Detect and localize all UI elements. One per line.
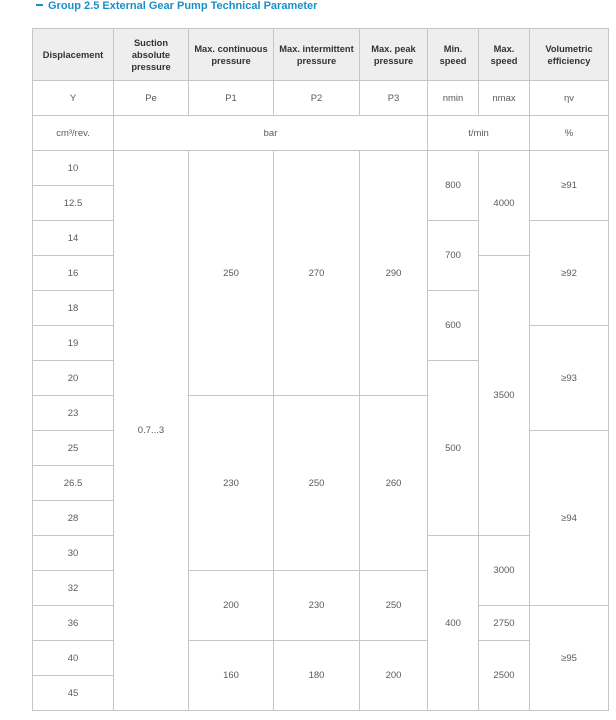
displacement-cell: 18 bbox=[33, 291, 114, 326]
max-speed-cell: 2750 bbox=[479, 606, 530, 641]
displacement-cell: 40 bbox=[33, 641, 114, 676]
header-max-peak-pressure: Max. peak pressure bbox=[360, 29, 428, 81]
symbol-cell: P1 bbox=[189, 81, 274, 116]
displacement-cell: 16 bbox=[33, 256, 114, 291]
min-speed-cell: 400 bbox=[428, 536, 479, 711]
min-speed-cell: 600 bbox=[428, 291, 479, 361]
peak-pressure-cell: 250 bbox=[360, 571, 428, 641]
peak-pressure-cell: 200 bbox=[360, 641, 428, 711]
header-volumetric-efficiency: Volumetric efficiency bbox=[530, 29, 609, 81]
page-title bbox=[36, 0, 317, 13]
symbol-cell: nmax bbox=[479, 81, 530, 116]
unit-pressure: bar bbox=[114, 116, 428, 151]
max-speed-cell: 2500 bbox=[479, 641, 530, 711]
intermittent-pressure-cell: 250 bbox=[274, 396, 360, 571]
displacement-cell: 19 bbox=[33, 326, 114, 361]
symbol-cell: nmin bbox=[428, 81, 479, 116]
continuous-pressure-cell: 160 bbox=[189, 641, 274, 711]
efficiency-cell: ≥91 bbox=[530, 151, 609, 221]
symbol-cell: Y bbox=[33, 81, 114, 116]
peak-pressure-cell: 290 bbox=[360, 151, 428, 396]
unit-displacement: cm³/rev. bbox=[33, 116, 114, 151]
displacement-cell: 10 bbox=[33, 151, 114, 186]
displacement-cell: 26.5 bbox=[33, 466, 114, 501]
min-speed-cell: 700 bbox=[428, 221, 479, 291]
intermittent-pressure-cell: 180 bbox=[274, 641, 360, 711]
continuous-pressure-cell: 250 bbox=[189, 151, 274, 396]
displacement-cell: 12.5 bbox=[33, 186, 114, 221]
max-speed-cell: 3000 bbox=[479, 536, 530, 606]
max-speed-cell: 4000 bbox=[479, 151, 530, 256]
header-suction-pressure: Suction absolute pressure bbox=[114, 29, 189, 81]
displacement-cell: 25 bbox=[33, 431, 114, 466]
symbol-row bbox=[33, 81, 609, 116]
technical-parameter-table bbox=[32, 28, 609, 711]
header-displacement: Displacement bbox=[33, 29, 114, 81]
header-max-continuous-pressure: Max. continuous pressure bbox=[189, 29, 274, 81]
intermittent-pressure-cell: 270 bbox=[274, 151, 360, 396]
continuous-pressure-cell: 200 bbox=[189, 571, 274, 641]
header-row bbox=[33, 29, 609, 81]
efficiency-cell: ≥92 bbox=[530, 221, 609, 326]
min-speed-cell: 800 bbox=[428, 151, 479, 221]
symbol-cell: P3 bbox=[360, 81, 428, 116]
symbol-cell: P2 bbox=[274, 81, 360, 116]
unit-row bbox=[33, 116, 609, 151]
suction-pressure-cell: 0.7...3 bbox=[114, 151, 189, 711]
efficiency-cell: ≥95 bbox=[530, 606, 609, 711]
displacement-cell: 20 bbox=[33, 361, 114, 396]
unit-speed: t/min bbox=[428, 116, 530, 151]
displacement-cell: 23 bbox=[33, 396, 114, 431]
header-max-speed: Max. speed bbox=[479, 29, 530, 81]
displacement-cell: 30 bbox=[33, 536, 114, 571]
intermittent-pressure-cell: 230 bbox=[274, 571, 360, 641]
symbol-cell: Pe bbox=[114, 81, 189, 116]
peak-pressure-cell: 260 bbox=[360, 396, 428, 571]
continuous-pressure-cell: 230 bbox=[189, 396, 274, 571]
min-speed-cell: 500 bbox=[428, 361, 479, 536]
page-title-text: Group 2.5 External Gear Pump Technical Parameter bbox=[48, 0, 318, 12]
displacement-cell: 28 bbox=[33, 501, 114, 536]
displacement-cell: 32 bbox=[33, 571, 114, 606]
title-dash-icon bbox=[36, 4, 43, 6]
header-min-speed: Min. speed bbox=[428, 29, 479, 81]
displacement-cell: 45 bbox=[33, 676, 114, 711]
symbol-cell: ηv bbox=[530, 81, 609, 116]
header-max-intermittent-pressure: Max. intermittent pressure bbox=[274, 29, 360, 81]
table-row bbox=[33, 151, 609, 186]
displacement-cell: 14 bbox=[33, 221, 114, 256]
displacement-cell: 36 bbox=[33, 606, 114, 641]
unit-efficiency: % bbox=[530, 116, 609, 151]
efficiency-cell: ≥93 bbox=[530, 326, 609, 431]
max-speed-cell: 3500 bbox=[479, 256, 530, 536]
efficiency-cell: ≥94 bbox=[530, 431, 609, 606]
